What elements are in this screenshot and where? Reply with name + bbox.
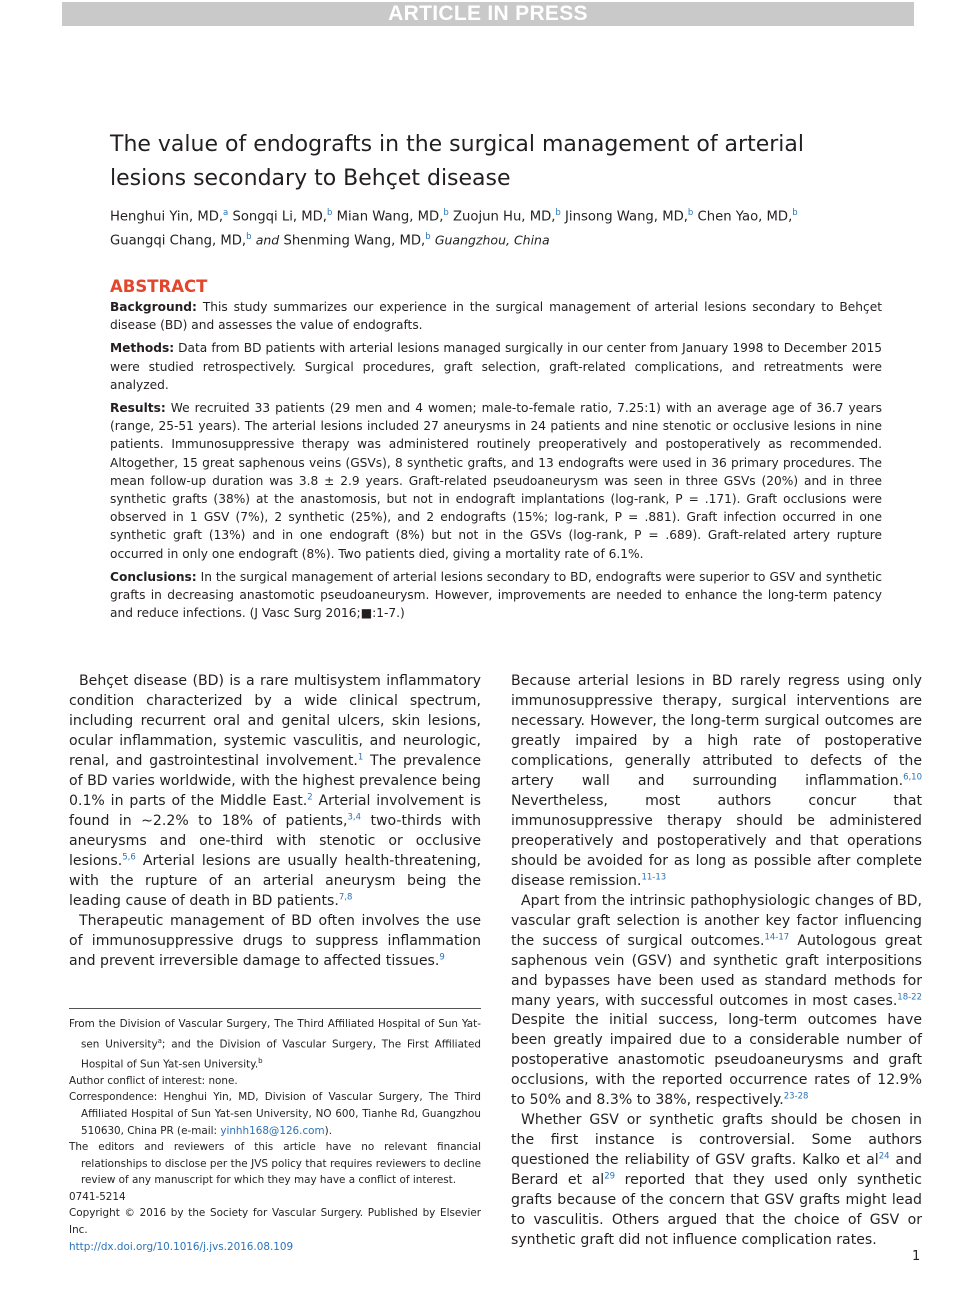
body-text: Autologous great saphenous vein (GSV) and synthetic graft interpositions and bypasses have been used as standard methods for many years, with successful outcomes in most cases.: [511, 932, 922, 1009]
affiliation-marker[interactable]: b: [425, 232, 431, 243]
results-label: Results:: [110, 401, 166, 416]
body-paragraph: [69, 672, 481, 912]
affiliation-marker[interactable]: b: [443, 208, 449, 218]
background-text: This study summarizes our experience in the surgical management of arterial lesions secondary to Behçet disease (BD) and assesses the value of endografts.: [110, 300, 882, 333]
abstract-section: [110, 277, 882, 627]
author-name: Zuojun Hu, MD,: [453, 209, 556, 225]
body-text: Apart from the intrinsic pathophysiologic changes of BD, vascular graft selection is another key factor influencing the success of surgical outcomes.: [511, 892, 922, 949]
body-text: Despite the initial success, long-term outcomes have been greatly impaired due to a considerable number of postoperative anastomotic pseudoaneurysms and graft occlusions, with the reported occurrence rates of 12.9% to 50% and 8.3% to 38%, respectively.: [511, 1012, 922, 1109]
abstract-results: [110, 399, 882, 563]
citation-link[interactable]: 5,6: [122, 852, 136, 863]
body-text: and Berard et al: [511, 1152, 922, 1189]
article-title: The value of endografts in the surgical management of arterial lesions secondary to Behçet disease: [110, 132, 804, 191]
affiliation-marker[interactable]: b: [687, 208, 694, 218]
conflict-footnote: Author conflict of interest: none.: [69, 1074, 238, 1087]
methods-text: Data from BD patients with arterial lesions managed surgically in our center from January 1998 to December 2015 were studied retrospectively. Surgical procedures, graft selection, graft-related complications, and retreatments were analyzed.: [110, 341, 882, 392]
affiliation-marker: a: [157, 1036, 162, 1045]
citation-link[interactable]: 29: [604, 1171, 616, 1182]
page-number: 1: [912, 1249, 921, 1264]
results-text: We recruited 33 patients (29 men and 4 women; male-to-female ratio, 7.25:1) with an average age of 36.7 years (range, 25-51 years). The arterial lesions included 27 aneurysms in 24 patients and nine stenotic or occlusive lesions in nine patients. Immunosuppressive therapy was administered routinely preoperatively and postoperatively as recommended. Altogether, 15 great saphenous veins (GSVs), 8 synthetic grafts, and 13 endografts were used in 36 primary procedures. The mean follow-up duration was 3.8 ± 2.9 years. Graft-related pseudoaneurysm was seen in three GSVs (20%) and in three synthetic grafts (38%) at the anastomosis, but not in endograft implantations (log-rank, P = .171). Graft occlusions were observed in 1 GSV (7%), 2 synthetic (25%), and 2 endografts (15%; log-rank, P = .881). Graft infection occurred in one synthetic graft (13%) and in one endograft (8%) but not in the GSVs (log-rank, P = .689). Graft-related artery rupture occurred in only one endograft (8%). Two patients died, giving a mortality rate of 6.1%.: [110, 401, 883, 561]
affiliation-marker[interactable]: b: [326, 208, 333, 218]
citation-link[interactable]: 3,4: [347, 812, 362, 823]
author-location: Guangzhou, China: [434, 232, 550, 248]
body-text: two-thirds with aneurysms and one-third with stenotic or occlusive lesions.: [69, 812, 482, 869]
citation-link[interactable]: 11-13: [641, 872, 667, 882]
author-name: Henghui Yin, MD,: [110, 209, 224, 225]
citation-link[interactable]: 14-17: [764, 931, 790, 942]
abstract-heading: ABSTRACT: [110, 277, 208, 296]
body-text: The prevalence of BD varies worldwide, with the highest prevalence being 0.1% in parts of the Middle East.: [69, 752, 481, 809]
correspondence-footnote: [69, 1089, 481, 1139]
citation-link[interactable]: 2: [307, 792, 313, 803]
correspondence-text: Correspondence: Henghui Yin, MD, Division of Vascular Surgery, The Third Affiliated Hospital of Sun Yat-sen University, NO 600, Tianhe Rd, Guangzhou 510630, China PR (e-mail:: [69, 1091, 481, 1137]
author-name: Chen Yao, MD,: [697, 209, 793, 225]
body-paragraph: [69, 912, 481, 972]
body-text: reported that they used only synthetic grafts because of the concern that GSV grafts might lead to vasculitis. Others argued that the choice of GSV or synthetic graft did not influence complication rates.: [511, 1172, 922, 1249]
body-text: Nevertheless, most authors concur that immunosuppressive therapy should be administered preoperatively and postoperatively and that operations should be avoided for as long as possible after complete disease remission.: [511, 792, 922, 889]
background-label: Background:: [110, 300, 197, 314]
body-text: Because arterial lesions in BD rarely regress using only immunosuppressive therapy, surgical interventions are necessary. However, the long-term surgical outcomes are greatly impaired by a high rate of postoperative complications, generally attributed to defects of the artery wall and surrounding inflammation.: [511, 673, 922, 789]
author-name: Songqi Li, MD,: [232, 209, 327, 225]
author-name: Jinsong Wang, MD,: [565, 209, 688, 225]
copyright: Copyright © 2016 by the Society for Vascular Surgery. Published by Elsevier Inc.: [69, 1207, 481, 1237]
body-text: Arterial lesions are usually health-threatening, with the rupture of an arterial aneurysm being the leading cause of death in BD patients.: [69, 852, 481, 909]
editors-footnote: The editors and reviewers of this article have no relevant financial relationships to disclose per the JVS policy that requires reviewers to decline review of any manuscript for which they may have a conflict of interest.: [69, 1141, 481, 1187]
abstract-methods: [110, 339, 882, 394]
email-link[interactable]: yinhh168@126.com: [220, 1124, 325, 1137]
body-text: Whether GSV or synthetic grafts should be chosen in the first instance is controversial. Some authors questioned the reliability of GSV grafts. Kalko et al: [511, 1112, 922, 1169]
affiliation-marker[interactable]: b: [246, 232, 252, 243]
affiliation-marker[interactable]: b: [555, 208, 561, 218]
affiliation-marker[interactable]: a: [223, 208, 229, 218]
body-column-right: [511, 672, 922, 1251]
citation-link[interactable]: 9: [439, 951, 445, 962]
author-list: [110, 203, 900, 252]
conclusions-label: Conclusions:: [110, 569, 197, 584]
citation-link[interactable]: 6,10: [903, 772, 922, 783]
citation-link[interactable]: 1: [357, 752, 364, 763]
author-name: Shenming Wang, MD,: [283, 233, 426, 249]
author-name: Mian Wang, MD,: [336, 209, 444, 225]
citation-link[interactable]: 24: [878, 1151, 890, 1162]
abstract-conclusions: [110, 568, 882, 623]
body-paragraph: [511, 1111, 922, 1251]
conclusions-text: In the surgical management of arterial lesions secondary to BD, endografts were superior to GSV and synthetic grafts in decreasing anastomotic pseudoaneurysm. However, improvements are needed to enhance the long-term patency and reduce infections. (J Vasc Surg 2016;■:1-7.): [110, 569, 882, 621]
citation-link[interactable]: 18-22: [897, 991, 922, 1002]
body-text: Therapeutic management of BD often involves the use of immunosuppressive drugs to suppress inflammation and prevent irreversible damage to affected tissues.: [69, 912, 481, 969]
article-in-press-banner: ARTICLE IN PRESS: [62, 2, 914, 26]
citation-link[interactable]: 7,8: [338, 891, 353, 902]
affiliation-marker[interactable]: b: [792, 208, 798, 218]
body-paragraph: [511, 892, 922, 1112]
body-text: Behçet disease (BD) is a rare multisystem inflammatory condition characterized by a wide clinical spectrum, including recurrent oral and genital ulcers, skin lesions, ocular inflammation, systemic vasculitis, and neurologic, renal, and gastrointestinal involvement.: [69, 673, 481, 769]
abstract-background: [110, 298, 882, 334]
doi-footnote: [69, 1239, 481, 1256]
citation-link[interactable]: 23-28: [783, 1091, 809, 1102]
methods-label: Methods:: [110, 341, 175, 356]
affiliation-text: From the Division of Vascular Surgery, The Third Affiliated Hospital of Sun Yat-sen University: [69, 1018, 481, 1051]
affiliation-marker: b: [258, 1056, 263, 1065]
correspondence-text: ).: [324, 1124, 333, 1137]
issn: 0741-5214: [69, 1190, 126, 1203]
doi-link[interactable]: http://dx.doi.org/10.1016/j.jvs.2016.08.109: [69, 1240, 294, 1253]
footnotes: [69, 1008, 481, 1255]
author-name: Guangqi Chang, MD,: [110, 233, 247, 249]
body-column-left: [69, 672, 481, 972]
affiliation-footnote: [69, 1016, 481, 1073]
body-text: Arterial involvement is found in ∼2.2% to 18% of patients,: [69, 792, 481, 829]
body-paragraph: [511, 672, 922, 892]
affiliation-text: ; and the Division of Vascular Surgery, The First Affiliated Hospital of Sun Yat-sen University.: [81, 1038, 481, 1071]
author-conjunction: and: [255, 232, 280, 248]
